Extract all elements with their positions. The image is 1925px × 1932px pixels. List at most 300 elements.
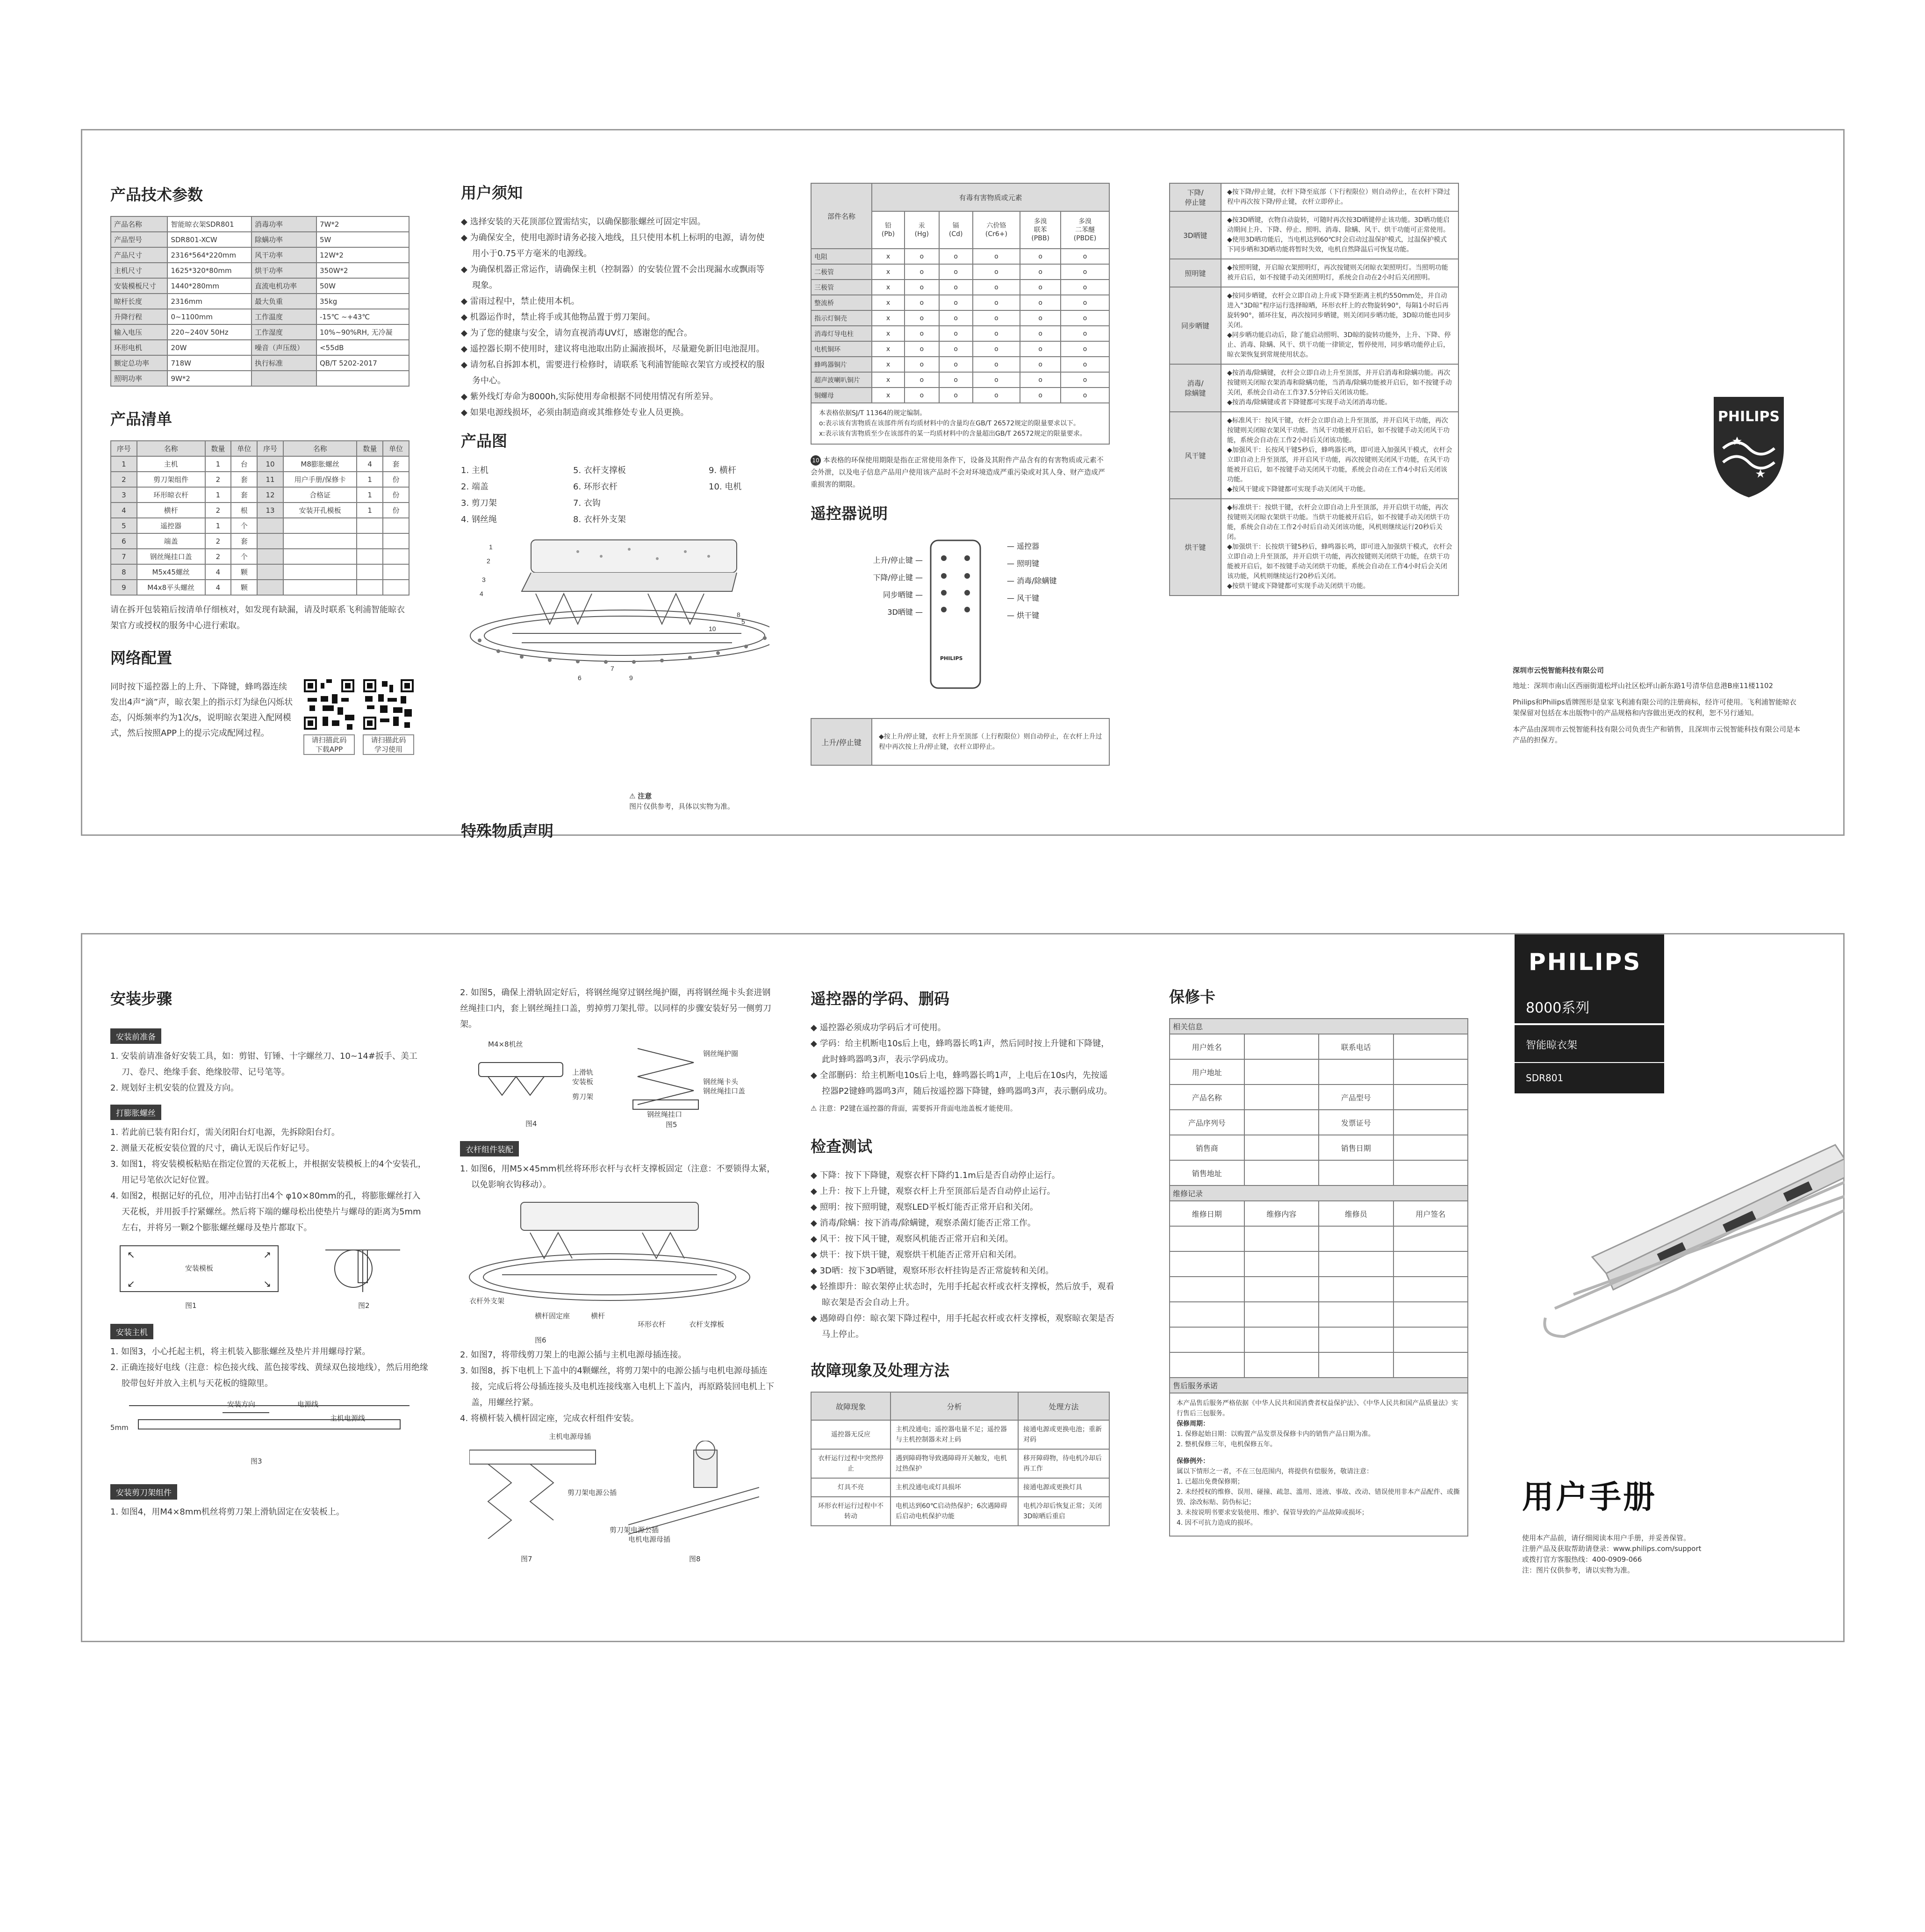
record-cell[interactable] [1244, 1352, 1319, 1378]
warranty-field[interactable] [1244, 1059, 1319, 1085]
hazard-cell: o [939, 249, 973, 264]
qr-app[interactable] [303, 679, 355, 755]
record-cell[interactable] [1393, 1226, 1468, 1251]
fig4-caption: 图4 [525, 1120, 537, 1128]
hazard-row [811, 326, 1109, 341]
packing-cell: 剪刀架组件 [137, 472, 205, 487]
fig6-label: 衣杆支撑板 [689, 1320, 725, 1329]
warranty-field: 联系电话 [1319, 1034, 1393, 1059]
part-item: 4. 钢丝绳 [461, 515, 497, 524]
part-item [709, 495, 769, 511]
hazard-col: 多溴 二苯醚 (PBDE) [1061, 211, 1109, 249]
key-name: 烘干键 [1170, 499, 1221, 596]
packing-cell: 1 [357, 472, 383, 487]
record-cell[interactable] [1244, 1277, 1319, 1302]
fig4-label: 安装板 [572, 1077, 594, 1086]
hazard-cell: o [939, 357, 973, 372]
packing-header-cell: 数量 [205, 441, 231, 456]
tech-value: 1440*280mm [167, 278, 251, 294]
warranty-field[interactable] [1244, 1160, 1319, 1185]
updown-key-table [811, 718, 1110, 766]
hazard-cell: o [1061, 295, 1109, 310]
diagram-title: 产品图 [461, 432, 507, 450]
packing-cell: 5 [111, 518, 137, 533]
record-cell[interactable] [1319, 1352, 1393, 1378]
wire-rope-figure [628, 1044, 703, 1114]
warranty-field-row [1170, 1110, 1468, 1135]
fault-cell: 接通电源或更换灯具 [1018, 1478, 1109, 1497]
notice-item: ◆ 遥控器长期不使用时，建议将电池取出防止漏液损坏，尽量避免新旧电池混用。 [461, 344, 765, 354]
warranty-field[interactable] [1393, 1085, 1468, 1110]
hazard-cell: o [1061, 264, 1109, 280]
fig8-caption: 图8 [689, 1555, 701, 1563]
packing-cell: 颗 [231, 580, 257, 595]
key-name: 消毒/ 除螨键 [1170, 364, 1221, 412]
svg-text:8: 8 [737, 611, 740, 618]
qr-learn[interactable] [363, 679, 414, 755]
install-step2: 2. 如图5，确保上滑轨固定好后，将钢丝绳穿过钢丝绳护圈，再将钢丝绳卡头套进钢丝绳挂口内，套上钢丝绳挂口盖，剪掉剪刀架扎带。以同样的步骤安装好另一侧剪刀架。 [460, 988, 771, 1029]
warranty-field[interactable] [1244, 1085, 1319, 1110]
hazard-row [811, 372, 1109, 388]
col-back-cover [1513, 130, 1812, 834]
fault-row [811, 1420, 1109, 1449]
check-item: ◆ 风干：按下风干键，观察风机能否正常开启和关闭。 [811, 1234, 1013, 1244]
record-cell[interactable] [1170, 1302, 1244, 1327]
scissor-list [110, 1504, 428, 1520]
hazard-row [811, 249, 1109, 264]
tech-label: 工作温度 [251, 309, 316, 324]
notice-item: ◆ 为了您的健康与安全，请勿直视消毒UV灯，感谢您的配合。 [461, 328, 693, 338]
check-item: ◆ 上升：按下上升键，观察衣杆上升至顶部后是否自动停止运行。 [811, 1186, 1056, 1196]
warranty-field[interactable] [1244, 1110, 1319, 1135]
svg-text:10: 10 [709, 625, 716, 632]
fig3-label: 安装方向 [227, 1400, 256, 1408]
hazard-row [811, 357, 1109, 372]
period-title: 保修周期： [1177, 1420, 1209, 1428]
hazard-cell: o [973, 310, 1020, 326]
fig3 [110, 1392, 428, 1476]
cover-note: 注册产品及获取帮助请登录：www.philips.com/support [1522, 1544, 1702, 1553]
tech-value: 718W [167, 355, 251, 371]
record-header-cell: 维修员 [1319, 1201, 1393, 1226]
warranty-field: 用户地址 [1170, 1059, 1244, 1085]
warranty-field[interactable] [1393, 1059, 1468, 1085]
exclusion-item: 1. 已超出免费保修期； [1177, 1478, 1244, 1486]
fig8-label: 电机电源母插 [628, 1535, 671, 1544]
packing-cell: 2 [205, 549, 231, 564]
main-step: 2. 正确连接好电线（注意：棕色接火线、蓝色接零线、黄绿双色接地线），然后用绝缘胶带包好并放入主机与天花板的缝隙里。 [110, 1363, 428, 1388]
packing-cell: 钢丝绳挂口盖 [137, 549, 205, 564]
hazard-cell: o [973, 295, 1020, 310]
hazard-cell: o [973, 264, 1020, 280]
warranty-field: 销售日期 [1319, 1135, 1393, 1160]
brand-logo: PHILIPS [1529, 948, 1642, 976]
packing-cell [257, 518, 283, 533]
tech-label: 安装模板尺寸 [111, 278, 167, 294]
cover-note: 或拨打官方客服热线：400-0909-066 [1522, 1555, 1642, 1564]
record-cell[interactable] [1170, 1352, 1244, 1378]
packing-cell: 1 [205, 487, 231, 503]
packing-cell: 11 [257, 472, 283, 487]
arrow-icon: ↖ [127, 1249, 135, 1260]
hazard-cell: o [973, 388, 1020, 403]
qr-learn-caption: 请扫描此码 学习使用 [363, 734, 414, 755]
hazard-cell: o [1020, 341, 1061, 357]
network-block [110, 679, 419, 773]
hazard-note: 本表格依据SJ/T 11364的规定编制。 [819, 409, 927, 417]
part-item: 9. 横杆 [709, 466, 736, 475]
tech-row [111, 355, 409, 371]
packing-cell: 7 [111, 549, 137, 564]
hazard-cell: o [905, 264, 939, 280]
packing-row [111, 580, 409, 595]
record-cell[interactable] [1393, 1352, 1468, 1378]
tech-label: 除螨功率 [251, 232, 316, 247]
exclusion-item: 4. 因不可抗力造成的损坏。 [1177, 1519, 1257, 1527]
packing-cell: 10 [257, 456, 283, 472]
notice-item: ◆ 雷雨过程中，禁止使用本机。 [461, 296, 580, 306]
record-header-cell: 维修内容 [1244, 1201, 1319, 1226]
record-cell[interactable] [1244, 1226, 1319, 1251]
key-desc: ◆标准风干：按风干键，衣杆会立即自动上升至顶部，并开启风干功能，再次按键则关闭晾衣架风干功能。当风干功能被开启后，如不按键手动关闭风干功能，系统会自动在工作2小时后关闭该功能。 ◆加强风干：长按风干键5秒后，蜂鸣器长鸣，即可进入加强风干模式，衣杆会立即自动上升至顶部，并开启风干功能，再次按键则关闭风干功能，在风干功能被开启后，如不按键手动关闭风干功能，系统会自动在工作4小时后关闭该功能。 ◆按风干键或下降键都可实现手动关闭风干功能。 [1221, 412, 1458, 499]
pairing-item: ◆ 学码：给主机断电10s后上电，蜂鸣器长鸣1声，然后同时按上升键和下降键，此时蜂鸣器鸣3声，表示学码成功。 [811, 1039, 1110, 1064]
key-desc: ◆按同步晒键，衣杆会立即自动上升或下降至距离主机约550mm处，并自动进入“3D晾”程序运行选择晾晒，环形衣杆上的衣物旋转90°，每隔1小时后再旋转90°，循环往复，再次按同步晒键，则关闭同步晒功能，3D晾功能也同步关闭。 ◆同步晒功能启动后，除了能启动照明、3D晾的旋转功能外，上升、下降、停止、消毒、除螨、风干、烘干功能一律锁定，暂停使用，同步晒功能停止后，晾衣架恢复到常规使用状态。 [1221, 287, 1458, 364]
tech-row [111, 216, 409, 232]
hazard-notes [811, 403, 1110, 445]
packing-cell: 环形晾衣杆 [137, 487, 205, 503]
record-cell[interactable] [1170, 1277, 1244, 1302]
tech-label: 噪音（声压级） [251, 340, 316, 355]
packing-cell: 4 [357, 456, 383, 472]
series-label: 8000系列 [1526, 1000, 1590, 1016]
key-row [1170, 259, 1458, 287]
record-cell[interactable] [1393, 1302, 1468, 1327]
main-unit-figure [129, 1401, 409, 1448]
fault-cell: 电机达到60℃启动热保护；6次遇障碍后启动电机保护功能 [891, 1497, 1018, 1526]
tech-label: 输入电压 [111, 324, 167, 340]
hazard-cell: o [1020, 280, 1061, 295]
hazard-cell: 蜂鸣器铜片 [811, 357, 872, 372]
record-row [1170, 1302, 1468, 1327]
updown-key-name: 上升/停止键 [811, 718, 872, 765]
tech-label: 照明功率 [111, 371, 167, 386]
fault-row [811, 1497, 1109, 1526]
packing-cell: 3 [111, 487, 137, 503]
warranty-field[interactable] [1393, 1110, 1468, 1135]
col-install-1 [110, 987, 428, 1641]
tech-value: 10%~90%RH, 无冷凝 [316, 324, 409, 340]
warranty-section [1170, 1019, 1468, 1034]
tech-label: 升降行程 [111, 309, 167, 324]
hazard-cell: o [1061, 372, 1109, 388]
prep-step: 1. 安装前请准备好安装工具，如：剪钳、钉锤、十字螺丝刀、10~14#扳手、美工刀、卷尺、绝缘手套、绝缘胶带、记号笔等。 [110, 1051, 417, 1077]
packing-cell: 份 [383, 472, 409, 487]
hazard-note: x:表示该有害物质至少在该部件的某一均质材料中的含量超出GB/T 26572规定的限量要求。 [819, 430, 1086, 438]
fig4-label: 上滑轨 [572, 1068, 594, 1077]
main-list [110, 1344, 428, 1392]
packing-row [111, 456, 409, 472]
tech-value: 35kg [316, 294, 409, 309]
record-row [1170, 1277, 1468, 1302]
svg-text:9: 9 [629, 674, 633, 682]
packing-header-cell: 单位 [383, 441, 409, 456]
packing-cell [383, 518, 409, 533]
fault-cell: 灯具不亮 [811, 1478, 891, 1497]
tech-row [111, 340, 409, 355]
key-desc: ◆按下降/停止键，衣杆下降至底部（下行程限位）则自动停止，在衣杆下降过程中再次按下降/停止键，衣杆立即停止。 [1221, 183, 1458, 211]
record-cell[interactable] [1244, 1327, 1319, 1352]
packing-header-cell: 序号 [257, 441, 283, 456]
warranty-related: 相关信息 [1170, 1019, 1468, 1034]
template-fig: 安装模板 ↖ ↗ ↙ ↘ [120, 1245, 279, 1292]
hazard-row [811, 280, 1109, 295]
record-cell[interactable] [1393, 1277, 1468, 1302]
packing-cell [383, 564, 409, 580]
hazard-cell: o [973, 341, 1020, 357]
packing-table [110, 440, 409, 596]
hazard-cell: o [1061, 326, 1109, 341]
hazard-cell: o [1020, 326, 1061, 341]
tech-value: 2316mm [167, 294, 251, 309]
tech-row [111, 324, 409, 340]
hazard-cell: 三极管 [811, 280, 872, 295]
arrow-icon: ↘ [263, 1278, 271, 1289]
tech-label: 最大负重 [251, 294, 316, 309]
qr-code-icon [363, 679, 414, 730]
check-item: ◆ 消毒/除螨：按下消毒/除螨键，观察杀菌灯能否正常工作。 [811, 1218, 1036, 1228]
warranty-field[interactable] [1393, 1034, 1468, 1059]
packing-title: 产品清单 [110, 410, 172, 428]
hazard-cell: 电阻 [811, 249, 872, 264]
fault-row [811, 1478, 1109, 1497]
notice-item: ◆ 为确保机器正常运作，请确保主机（控制器）的安装位置不会出现漏水或飘雨等現象。 [461, 265, 765, 290]
packing-cell: 1 [205, 518, 231, 533]
record-cell[interactable] [1319, 1226, 1393, 1251]
check-item: ◆ 下降：按下下降键，观察衣杆下降约1.1m后是否自动停止运行。 [811, 1171, 1060, 1180]
warranty-title: 保修卡 [1169, 988, 1215, 1006]
warning-icon: ⚠ [629, 792, 638, 800]
tech-label [251, 371, 316, 386]
warranty-table [1169, 1018, 1468, 1393]
remote-title: 遥控器说明 [811, 504, 888, 523]
manual-title: 用户手册 [1522, 1479, 1657, 1516]
key-name: 照明键 [1170, 259, 1221, 287]
company-address: 地址：深圳市南山区西丽街道松坪山社区松坪山新东路1号清华信息港B座11楼1102 [1513, 682, 1774, 690]
exclusion-title: 保修例外： [1177, 1458, 1209, 1465]
fault-cell: 移开障碍物，待电机冷却后再工作 [1018, 1449, 1109, 1478]
warranty-field[interactable] [1393, 1160, 1468, 1185]
packing-cell: 主机 [137, 456, 205, 472]
fault-header-cell: 处理方法 [1018, 1392, 1109, 1420]
packing-row [111, 564, 409, 580]
hazard-cell: o [1020, 357, 1061, 372]
record-cell[interactable] [1319, 1277, 1393, 1302]
hazard-cell: o [939, 372, 973, 388]
packing-cell [357, 533, 383, 549]
packing-cell: 13 [257, 503, 283, 518]
anchor-step: 2. 测量天花板安装位置的尺寸，确认无误后作好记号。 [110, 1143, 315, 1153]
notice-item: ◆ 紫外线灯寿命为8000h,实际使用寿命根据不同使用情况有所差异。 [461, 392, 718, 402]
record-cell[interactable] [1393, 1251, 1468, 1277]
packing-note: 请在拆开包装箱后按清单仔细核对，如发现有缺漏，请及时联系飞利浦智能晾衣架官方或授权的服务中心进行索取。 [110, 605, 405, 631]
fig5-caption: 图5 [666, 1120, 677, 1129]
pairing-title: 遥控器的学码、删码 [811, 990, 949, 1008]
warranty-field-row [1170, 1135, 1468, 1160]
tech-label: 风干功率 [251, 247, 316, 263]
col-specs [110, 183, 419, 834]
product-photo [1536, 1140, 1845, 1346]
manual-inner-sheet [81, 933, 1845, 1642]
hazard-cell: o [1020, 310, 1061, 326]
fig1-caption: 图1 [185, 1301, 197, 1310]
fig5-label: 钢丝绳卡头 [703, 1077, 739, 1086]
fault-cell: 主机没通电；遥控器电量不足；遥控器与主机控制器未对上码 [891, 1420, 1018, 1449]
record-row [1170, 1251, 1468, 1277]
key-row [1170, 412, 1458, 499]
hazard-cell: x [872, 310, 905, 326]
packing-cell: 4 [205, 564, 231, 580]
parts-list [461, 462, 769, 528]
hazard-row [811, 341, 1109, 357]
tech-value: QB/T 5202-2017 [316, 355, 409, 371]
warranty-field[interactable] [1244, 1034, 1319, 1059]
warranty-field: 销售商 [1170, 1135, 1244, 1160]
hazard-cell: o [905, 295, 939, 310]
cover-note: 注：图片仅供参考，请以实物为准。 [1522, 1566, 1635, 1574]
hazard-cell: o [905, 372, 939, 388]
svg-text:PHILIPS: PHILIPS [1717, 409, 1780, 425]
hazard-cell: o [939, 341, 973, 357]
philips-shield-logo [1709, 392, 1789, 500]
hazard-cell: x [872, 280, 905, 295]
part-item [709, 511, 769, 528]
tech-value: 智能晾衣架SDR801 [167, 216, 251, 232]
fault-row [811, 1449, 1109, 1478]
record-cell[interactable] [1170, 1327, 1244, 1352]
pairing-item: ◆ 遥控器必须成功学码后才可使用。 [811, 1023, 946, 1033]
hazard-group: 有毒有害物质或元素 [872, 183, 1109, 211]
hazard-col: 多溴 联苯 (PBB) [1020, 211, 1061, 249]
svg-text:5: 5 [741, 618, 745, 625]
hazard-cell: o [905, 388, 939, 403]
anchor-step: 1. 若此前已装有阳台灯，需关闭阳台灯电源，先拆除阳台灯。 [110, 1128, 340, 1137]
prep-list [110, 1049, 428, 1096]
hazard-cell: o [939, 388, 973, 403]
key-row [1170, 499, 1458, 596]
hazard-cell: o [973, 372, 1020, 388]
hazard-cell: x [872, 341, 905, 357]
tech-table [110, 216, 409, 387]
warranty-field[interactable] [1244, 1135, 1319, 1160]
fig6-label: 横杆固定座 [535, 1312, 570, 1320]
packing-cell: 颗 [231, 564, 257, 580]
fig6-label: 横杆 [591, 1312, 605, 1320]
packing-cell: 套 [231, 487, 257, 503]
fig6-caption: 图6 [535, 1336, 546, 1344]
record-cell[interactable] [1393, 1327, 1468, 1352]
hazard-col: 六价铬 (Cr6+) [973, 211, 1020, 249]
warranty-field[interactable] [1393, 1135, 1468, 1160]
packing-cell: 1 [357, 503, 383, 518]
col-front-cover [1522, 934, 1845, 1641]
hazard-cell: x [872, 264, 905, 280]
tech-row [111, 263, 409, 278]
hazard-cell: o [905, 341, 939, 357]
record-cell[interactable] [1244, 1302, 1319, 1327]
anchor-bolt-figure [325, 1241, 400, 1297]
remote-label: — 遥控器 [1007, 542, 1040, 551]
remote-label: — 风干键 [1007, 594, 1040, 603]
eco-badge-icon: 10 [811, 455, 821, 466]
warranty-field [1319, 1059, 1393, 1085]
anchor-step: 3. 如图1，将安装模板粘贴在指定位置的天花板上，并根据安装模板上的4个安装孔，用记号笔依次记好位置。 [110, 1159, 426, 1185]
fig6 [460, 1193, 778, 1347]
hazard-part-label: 部件名称 [811, 183, 872, 249]
tech-value: <55dB [316, 340, 409, 355]
record-cell[interactable] [1170, 1251, 1244, 1277]
packing-row [111, 503, 409, 518]
fig5-label: 钢丝绳挂口 [647, 1110, 682, 1119]
hazard-cell: o [1020, 372, 1061, 388]
record-cell[interactable] [1319, 1302, 1393, 1327]
hazard-cell: o [1020, 249, 1061, 264]
remote-labels-left [843, 552, 923, 621]
record-cell[interactable] [1170, 1226, 1244, 1251]
record-row [1170, 1352, 1468, 1378]
packing-cell [257, 580, 283, 595]
record-row [1170, 1226, 1468, 1251]
section-anchor: 打膨胀螺丝 [110, 1105, 161, 1120]
packing-row [111, 549, 409, 564]
part-item: 10. 电机 [709, 482, 742, 492]
packing-cell: 9 [111, 580, 137, 595]
period-item: 1. 保修起始日期：以购置产品发票及保修卡内的销售产品日期为准。 [1177, 1430, 1375, 1438]
tech-label: 消毒功率 [251, 216, 316, 232]
record-cell[interactable] [1319, 1327, 1393, 1352]
hazard-table [811, 183, 1110, 403]
part-item: 1. 主机 [461, 466, 488, 475]
record-cell[interactable] [1319, 1251, 1393, 1277]
col-keys [1169, 183, 1459, 834]
part-item: 5. 衣杆支撑板 [573, 466, 626, 475]
key-name: 风干键 [1170, 412, 1221, 499]
key-desc: ◆标准烘干：按烘干键，衣杆会立即自动上升至顶部，并开启烘干功能，再次按键则关闭晾衣架烘干功能。当烘干功能被开启后，如不按键手动关闭烘干功能，系统会自动在工作2小时后自动关闭该功能，风机则继续运行20秒后关闭。 ◆加强烘干：长按烘干键5秒后，蜂鸣器长鸣，即可进入加强烘干模式，衣杆会立即自动上升至顶部，并开启烘干功能，再次按键则关闭烘干功能，在烘干功能被开启后，如不按键手动关闭烘干功能，系统会自动在工作4小时后会关闭该功能，风机则继续运行20秒后关闭。 ◆按烘干键或下降键都可实现手动关闭烘干功能。 [1221, 499, 1458, 596]
hazard-cell: 整流桥 [811, 295, 872, 310]
hazard-col: 铅 (Pb) [872, 211, 905, 249]
svg-text:6: 6 [578, 674, 582, 682]
hazard-cell: o [905, 310, 939, 326]
tech-label: 直流电机功率 [251, 278, 316, 294]
packing-cell: 2 [205, 533, 231, 549]
fault-cell: 主机没通电或灯具损坏 [891, 1478, 1018, 1497]
check-item: ◆ 烘干：按下烘干键，观察烘干机能否正常开启和关闭。 [811, 1250, 1022, 1260]
warranty-field-row [1170, 1034, 1468, 1059]
packing-cell: 根 [231, 503, 257, 518]
tech-row [111, 294, 409, 309]
record-cell[interactable] [1244, 1251, 1319, 1277]
notice-title: 用户须知 [461, 184, 523, 202]
fault-header-cell: 分析 [891, 1392, 1018, 1420]
packing-cell [383, 549, 409, 564]
svg-text:4: 4 [480, 590, 483, 597]
tech-value [316, 371, 409, 386]
hazard-note: o:表示该有害物质在该部件所有均质材料中的含量均在GB/T 26572规定的限量要求以下。 [819, 420, 1080, 427]
main-step: 1. 如图3，小心托起主机，将主机装入膨胀螺丝及垫片并用螺母拧紧。 [110, 1347, 371, 1357]
hazard-cell: 二极管 [811, 264, 872, 280]
warranty-field: 产品序列号 [1170, 1110, 1244, 1135]
packing-cell: 1 [205, 456, 231, 472]
hazard-cell: x [872, 357, 905, 372]
